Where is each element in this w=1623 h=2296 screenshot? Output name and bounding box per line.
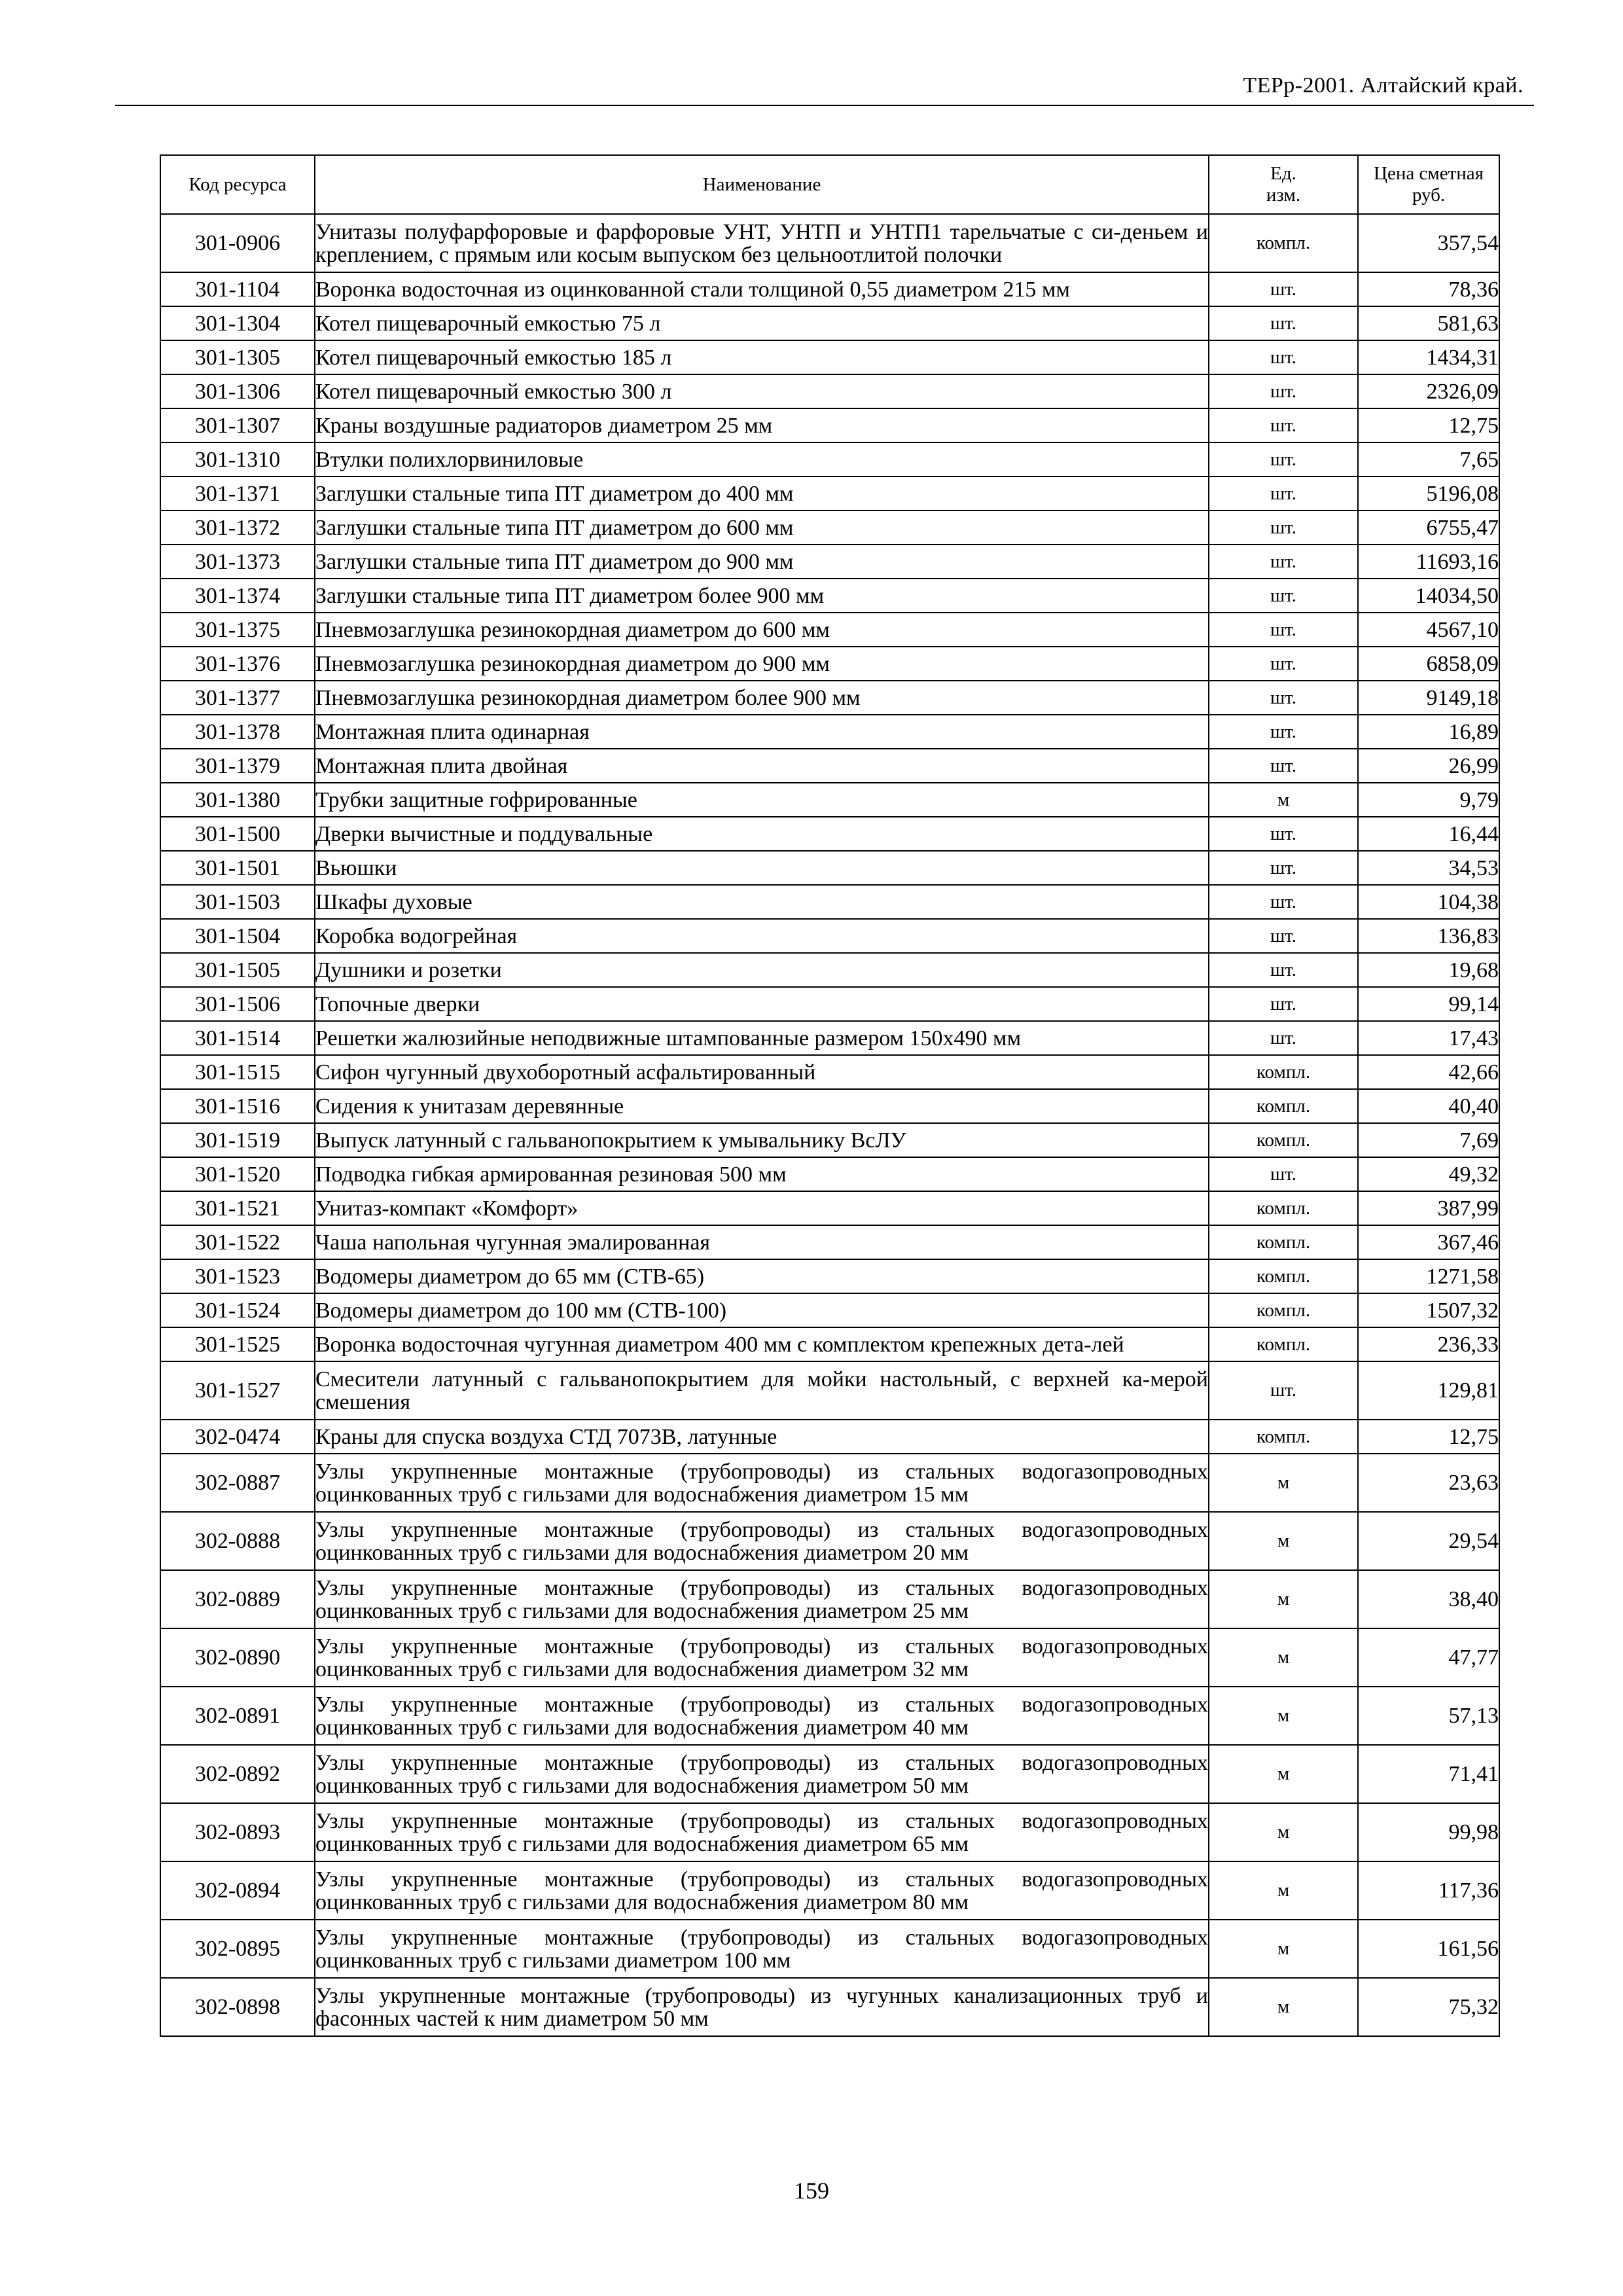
table-cell-price: 1507,32 — [1358, 1293, 1499, 1327]
table-row — [160, 579, 1499, 613]
table-cell-name: Водомеры диаметром до 100 мм (СТВ-100) — [315, 1293, 1209, 1327]
table-row — [160, 1361, 1499, 1420]
table-row — [160, 1745, 1499, 1803]
table-cell-code: 302-0889 — [160, 1570, 315, 1628]
table-cell-unit: м — [1209, 1454, 1358, 1512]
table-cell-code: 301-1506 — [160, 987, 315, 1021]
table-cell-unit: шт. — [1209, 749, 1358, 783]
table-cell-name: Узлы укрупненные монтажные (трубопроводы) из стальных водогазопроводных оцинкованных труб с гильзами диаметром 100 мм — [315, 1920, 1209, 1978]
table-cell-code: 301-1514 — [160, 1021, 315, 1055]
table-row — [160, 613, 1499, 647]
table-cell-unit: компл. — [1209, 1259, 1358, 1293]
table-cell-code: 301-1501 — [160, 851, 315, 885]
table-cell-code: 301-1104 — [160, 272, 315, 306]
table-row — [160, 442, 1499, 476]
table-row — [160, 374, 1499, 408]
table-cell-unit: компл. — [1209, 1089, 1358, 1123]
table-row — [160, 919, 1499, 953]
table-cell-name: Узлы укрупненные монтажные (трубопроводы) из стальных водогазопроводных оцинкованных труб с гильзами для водоснабжения диаметром 40 мм — [315, 1687, 1209, 1745]
table-cell-name: Решетки жалюзийные неподвижные штампованные размером 150х490 мм — [315, 1021, 1209, 1055]
table-cell-unit: шт. — [1209, 579, 1358, 613]
table-cell-name: Смесители латунный с гальванопокрытием для мойки настольный, с верхней ка-мерой смешения — [315, 1361, 1209, 1420]
table-cell-price: 4567,10 — [1358, 613, 1499, 647]
table-cell-name: Пневмозаглушка резинокордная диаметром до 900 мм — [315, 647, 1209, 681]
table-row — [160, 1687, 1499, 1745]
table-cell-unit: компл. — [1209, 1191, 1358, 1225]
table-cell-code: 301-0906 — [160, 214, 315, 272]
table-cell-unit: м — [1209, 1512, 1358, 1570]
table-cell-code: 302-0887 — [160, 1454, 315, 1512]
table-cell-name: Топочные дверки — [315, 987, 1209, 1021]
table-cell-unit: компл. — [1209, 1293, 1358, 1327]
table-cell-code: 302-0888 — [160, 1512, 315, 1570]
table-cell-code: 301-1374 — [160, 579, 315, 613]
table-cell-name: Узлы укрупненные монтажные (трубопроводы) из стальных водогазопроводных оцинкованных труб с гильзами для водоснабжения диаметром 80 мм — [315, 1861, 1209, 1920]
table-cell-name: Узлы укрупненные монтажные (трубопроводы) из стальных водогазопроводных оцинкованных труб с гильзами для водоснабжения диаметром 32 мм — [315, 1628, 1209, 1687]
table-row — [160, 1570, 1499, 1628]
table-cell-price: 236,33 — [1358, 1327, 1499, 1361]
table-cell-code: 301-1310 — [160, 442, 315, 476]
table-cell-code: 302-0895 — [160, 1920, 315, 1978]
table-cell-price: 387,99 — [1358, 1191, 1499, 1225]
table-cell-code: 301-1515 — [160, 1055, 315, 1089]
table-cell-name: Вьюшки — [315, 851, 1209, 885]
table-row — [160, 1512, 1499, 1570]
table-cell-price: 23,63 — [1358, 1454, 1499, 1512]
table-cell-name: Краны воздушные радиаторов диаметром 25 мм — [315, 408, 1209, 442]
table-cell-name: Заглушки стальные типа ПТ диаметром более 900 мм — [315, 579, 1209, 613]
table-cell-price: 357,54 — [1358, 214, 1499, 272]
table-row — [160, 647, 1499, 681]
table-cell-unit: шт. — [1209, 1157, 1358, 1191]
table-cell-price: 5196,08 — [1358, 476, 1499, 511]
table-cell-unit: м — [1209, 1745, 1358, 1803]
table-cell-price: 49,32 — [1358, 1157, 1499, 1191]
table-cell-price: 161,56 — [1358, 1920, 1499, 1978]
table-cell-code: 302-0891 — [160, 1687, 315, 1745]
table-cell-unit: шт. — [1209, 919, 1358, 953]
table-row — [160, 1191, 1499, 1225]
table-cell-price: 2326,09 — [1358, 374, 1499, 408]
table-cell-price: 104,38 — [1358, 885, 1499, 919]
table-cell-price: 1434,31 — [1358, 340, 1499, 374]
table-row — [160, 987, 1499, 1021]
table-row — [160, 1157, 1499, 1191]
table-cell-price: 99,14 — [1358, 987, 1499, 1021]
table-row — [160, 1055, 1499, 1089]
table-cell-price: 9149,18 — [1358, 681, 1499, 715]
table-row — [160, 1978, 1499, 2036]
table-cell-price: 47,77 — [1358, 1628, 1499, 1687]
table-cell-code: 301-1525 — [160, 1327, 315, 1361]
table-cell-unit: шт. — [1209, 340, 1358, 374]
table-cell-code: 302-0890 — [160, 1628, 315, 1687]
table-cell-unit: компл. — [1209, 1327, 1358, 1361]
table-cell-name: Монтажная плита двойная — [315, 749, 1209, 783]
table-cell-code: 302-0894 — [160, 1861, 315, 1920]
table-cell-name: Узлы укрупненные монтажные (трубопроводы) из стальных водогазопроводных оцинкованных труб с гильзами для водоснабжения диаметром 25 мм — [315, 1570, 1209, 1628]
table-row — [160, 715, 1499, 749]
table-cell-code: 301-1372 — [160, 511, 315, 545]
table-row — [160, 214, 1499, 272]
table-cell-name: Унитазы полуфарфоровые и фарфоровые УНТ, УНТП и УНТП1 тарельчатые с си-деньем и креплением, с прямым или косым выпуском без цельноотлитой полочки — [315, 214, 1209, 272]
table-cell-code: 301-1505 — [160, 953, 315, 987]
table-cell-code: 301-1377 — [160, 681, 315, 715]
table-cell-name: Узлы укрупненные монтажные (трубопроводы) из чугунных канализационных труб и фасонных частей к ним диаметром 50 мм — [315, 1978, 1209, 2036]
table-cell-price: 6755,47 — [1358, 511, 1499, 545]
table-cell-unit: шт. — [1209, 476, 1358, 511]
table-cell-code: 301-1503 — [160, 885, 315, 919]
table-cell-price: 117,36 — [1358, 1861, 1499, 1920]
table-cell-name: Узлы укрупненные монтажные (трубопроводы) из стальных водогазопроводных оцинкованных труб с гильзами для водоснабжения диаметром 15 мм — [315, 1454, 1209, 1512]
table-cell-code: 301-1378 — [160, 715, 315, 749]
table-cell-unit: м — [1209, 783, 1358, 817]
table-cell-unit: шт. — [1209, 647, 1358, 681]
table-row — [160, 340, 1499, 374]
table-cell-name: Воронка водосточная из оцинкованной стали толщиной 0,55 диаметром 215 мм — [315, 272, 1209, 306]
table-cell-price: 1271,58 — [1358, 1259, 1499, 1293]
table-row — [160, 1259, 1499, 1293]
table-cell-name: Пневмозаглушка резинокордная диаметром до 600 мм — [315, 613, 1209, 647]
table-cell-unit: м — [1209, 1628, 1358, 1687]
table-cell-name: Котел пищеварочный емкостью 75 л — [315, 306, 1209, 340]
table-cell-price: 17,43 — [1358, 1021, 1499, 1055]
table-cell-name: Пневмозаглушка резинокордная диаметром более 900 мм — [315, 681, 1209, 715]
table-cell-price: 129,81 — [1358, 1361, 1499, 1420]
header-unit: Ед. изм. — [1209, 155, 1358, 214]
resource-price-table — [160, 154, 1500, 2037]
table-cell-code: 301-1371 — [160, 476, 315, 511]
table-row — [160, 681, 1499, 715]
table-cell-name: Сифон чугунный двухоборотный асфальтированный — [315, 1055, 1209, 1089]
table-cell-unit: шт. — [1209, 545, 1358, 579]
table-cell-price: 40,40 — [1358, 1089, 1499, 1123]
table-cell-unit: м — [1209, 1920, 1358, 1978]
table-cell-code: 301-1375 — [160, 613, 315, 647]
table-row — [160, 1225, 1499, 1259]
table-cell-code: 301-1519 — [160, 1123, 315, 1157]
table-cell-unit: шт. — [1209, 374, 1358, 408]
table-cell-price: 71,41 — [1358, 1745, 1499, 1803]
table-cell-name: Узлы укрупненные монтажные (трубопроводы) из стальных водогазопроводных оцинкованных труб с гильзами для водоснабжения диаметром 20 мм — [315, 1512, 1209, 1570]
page-number: 159 — [794, 2178, 829, 2204]
table-cell-name: Трубки защитные гофрированные — [315, 783, 1209, 817]
table-cell-name: Узлы укрупненные монтажные (трубопроводы) из стальных водогазопроводных оцинкованных труб с гильзами для водоснабжения диаметром 65 мм — [315, 1803, 1209, 1861]
table-cell-code: 301-1376 — [160, 647, 315, 681]
table-cell-price: 12,75 — [1358, 408, 1499, 442]
table-cell-unit: шт. — [1209, 613, 1358, 647]
table-cell-code: 301-1524 — [160, 1293, 315, 1327]
table-cell-name: Коробка водогрейная — [315, 919, 1209, 953]
table-row — [160, 1420, 1499, 1454]
table-row — [160, 1327, 1499, 1361]
table-cell-price: 136,83 — [1358, 919, 1499, 953]
table-cell-code: 301-1307 — [160, 408, 315, 442]
table-cell-price: 42,66 — [1358, 1055, 1499, 1089]
table-row — [160, 476, 1499, 511]
table-cell-unit: компл. — [1209, 1055, 1358, 1089]
table-cell-code: 301-1379 — [160, 749, 315, 783]
table-row — [160, 817, 1499, 851]
table-cell-name: Душники и розетки — [315, 953, 1209, 987]
table-row — [160, 953, 1499, 987]
table-row — [160, 545, 1499, 579]
table-cell-code: 301-1527 — [160, 1361, 315, 1420]
table-cell-code: 301-1516 — [160, 1089, 315, 1123]
table-cell-price: 19,68 — [1358, 953, 1499, 987]
table-cell-unit: шт. — [1209, 408, 1358, 442]
table-cell-price: 75,32 — [1358, 1978, 1499, 2036]
table-cell-price: 7,69 — [1358, 1123, 1499, 1157]
table-cell-name: Воронка водосточная чугунная диаметром 400 мм с комплектом крепежных дета-лей — [315, 1327, 1209, 1361]
table-cell-code: 302-0474 — [160, 1420, 315, 1454]
table-cell-unit: шт. — [1209, 851, 1358, 885]
table-row — [160, 783, 1499, 817]
table-header-row — [160, 155, 1499, 214]
document-title: ТЕРр-2001. Алтайский край. — [1243, 73, 1524, 98]
table-cell-code: 301-1500 — [160, 817, 315, 851]
running-header — [115, 71, 1534, 106]
table-row — [160, 511, 1499, 545]
table-cell-price: 26,99 — [1358, 749, 1499, 783]
table-cell-code: 302-0898 — [160, 1978, 315, 2036]
table-cell-name: Заглушки стальные типа ПТ диаметром до 400 мм — [315, 476, 1209, 511]
table-cell-unit: шт. — [1209, 953, 1358, 987]
table-cell-name: Дверки вычистные и поддувальные — [315, 817, 1209, 851]
table-cell-unit: шт. — [1209, 1361, 1358, 1420]
table-row — [160, 1861, 1499, 1920]
table-cell-price: 6858,09 — [1358, 647, 1499, 681]
table-cell-code: 301-1304 — [160, 306, 315, 340]
table-row — [160, 749, 1499, 783]
table-cell-unit: шт. — [1209, 817, 1358, 851]
table-cell-name: Сидения к унитазам деревянные — [315, 1089, 1209, 1123]
table-cell-code: 301-1504 — [160, 919, 315, 953]
table-cell-code: 301-1522 — [160, 1225, 315, 1259]
table-row — [160, 1293, 1499, 1327]
table-cell-name: Котел пищеварочный емкостью 185 л — [315, 340, 1209, 374]
table-cell-price: 581,63 — [1358, 306, 1499, 340]
table-cell-unit: шт. — [1209, 272, 1358, 306]
table-cell-unit: шт. — [1209, 885, 1358, 919]
table-row — [160, 408, 1499, 442]
header-name: Наименование — [315, 155, 1209, 214]
table-cell-unit: м — [1209, 1861, 1358, 1920]
table-cell-name: Подводка гибкая армированная резиновая 500 мм — [315, 1157, 1209, 1191]
table-cell-code: 301-1521 — [160, 1191, 315, 1225]
table-cell-unit: шт. — [1209, 715, 1358, 749]
table-cell-price: 9,79 — [1358, 783, 1499, 817]
table-row — [160, 1021, 1499, 1055]
table-cell-price: 57,13 — [1358, 1687, 1499, 1745]
header-code: Код ресурса — [160, 155, 315, 214]
table-cell-price: 16,44 — [1358, 817, 1499, 851]
table-cell-name: Шкафы духовые — [315, 885, 1209, 919]
table-cell-price: 14034,50 — [1358, 579, 1499, 613]
table-cell-name: Выпуск латунный с гальванопокрытием к умывальнику ВсЛУ — [315, 1123, 1209, 1157]
table-row — [160, 1803, 1499, 1861]
table-row — [160, 1628, 1499, 1687]
table-cell-code: 301-1306 — [160, 374, 315, 408]
table-cell-code: 301-1373 — [160, 545, 315, 579]
table-cell-name: Чаша напольная чугунная эмалированная — [315, 1225, 1209, 1259]
table-cell-name: Водомеры диаметром до 65 мм (СТВ-65) — [315, 1259, 1209, 1293]
table-cell-code: 302-0893 — [160, 1803, 315, 1861]
table-cell-unit: шт. — [1209, 681, 1358, 715]
table-cell-name: Заглушки стальные типа ПТ диаметром до 900 мм — [315, 545, 1209, 579]
table-cell-code: 301-1520 — [160, 1157, 315, 1191]
table-cell-unit: шт. — [1209, 306, 1358, 340]
header-price: Цена сметная руб. — [1358, 155, 1499, 214]
table-cell-price: 99,98 — [1358, 1803, 1499, 1861]
table-cell-code: 302-0892 — [160, 1745, 315, 1803]
table-cell-price: 12,75 — [1358, 1420, 1499, 1454]
table-cell-name: Унитаз-компакт «Комфорт» — [315, 1191, 1209, 1225]
table-cell-unit: шт. — [1209, 511, 1358, 545]
table-cell-price: 78,36 — [1358, 272, 1499, 306]
table-cell-unit: компл. — [1209, 214, 1358, 272]
table-cell-name: Узлы укрупненные монтажные (трубопроводы) из стальных водогазопроводных оцинкованных труб с гильзами для водоснабжения диаметром 50 мм — [315, 1745, 1209, 1803]
table-cell-price: 11693,16 — [1358, 545, 1499, 579]
table-cell-unit: компл. — [1209, 1225, 1358, 1259]
table-cell-code: 301-1380 — [160, 783, 315, 817]
table-cell-price: 7,65 — [1358, 442, 1499, 476]
table-cell-unit: м — [1209, 1978, 1358, 2036]
table-cell-name: Заглушки стальные типа ПТ диаметром до 600 мм — [315, 511, 1209, 545]
table-cell-unit: шт. — [1209, 987, 1358, 1021]
table-cell-unit: компл. — [1209, 1123, 1358, 1157]
table-cell-unit: шт. — [1209, 1021, 1358, 1055]
table-row — [160, 885, 1499, 919]
table-cell-unit: шт. — [1209, 442, 1358, 476]
table-row — [160, 1920, 1499, 1978]
table-cell-unit: компл. — [1209, 1420, 1358, 1454]
table-row — [160, 306, 1499, 340]
table-cell-unit: м — [1209, 1803, 1358, 1861]
table-row — [160, 1123, 1499, 1157]
table-cell-price: 38,40 — [1358, 1570, 1499, 1628]
table-cell-name: Монтажная плита одинарная — [315, 715, 1209, 749]
table-cell-price: 34,53 — [1358, 851, 1499, 885]
table-cell-price: 367,46 — [1358, 1225, 1499, 1259]
table-row — [160, 1454, 1499, 1512]
table-row — [160, 1089, 1499, 1123]
table-cell-name: Котел пищеварочный емкостью 300 л — [315, 374, 1209, 408]
table-cell-price: 29,54 — [1358, 1512, 1499, 1570]
table-cell-name: Втулки полихлорвиниловые — [315, 442, 1209, 476]
table-row — [160, 851, 1499, 885]
table-cell-price: 16,89 — [1358, 715, 1499, 749]
table-cell-name: Краны для спуска воздуха СТД 7073В, латунные — [315, 1420, 1209, 1454]
table-cell-unit: м — [1209, 1570, 1358, 1628]
table-cell-code: 301-1523 — [160, 1259, 315, 1293]
table-cell-unit: м — [1209, 1687, 1358, 1745]
table-row — [160, 272, 1499, 306]
table-cell-code: 301-1305 — [160, 340, 315, 374]
